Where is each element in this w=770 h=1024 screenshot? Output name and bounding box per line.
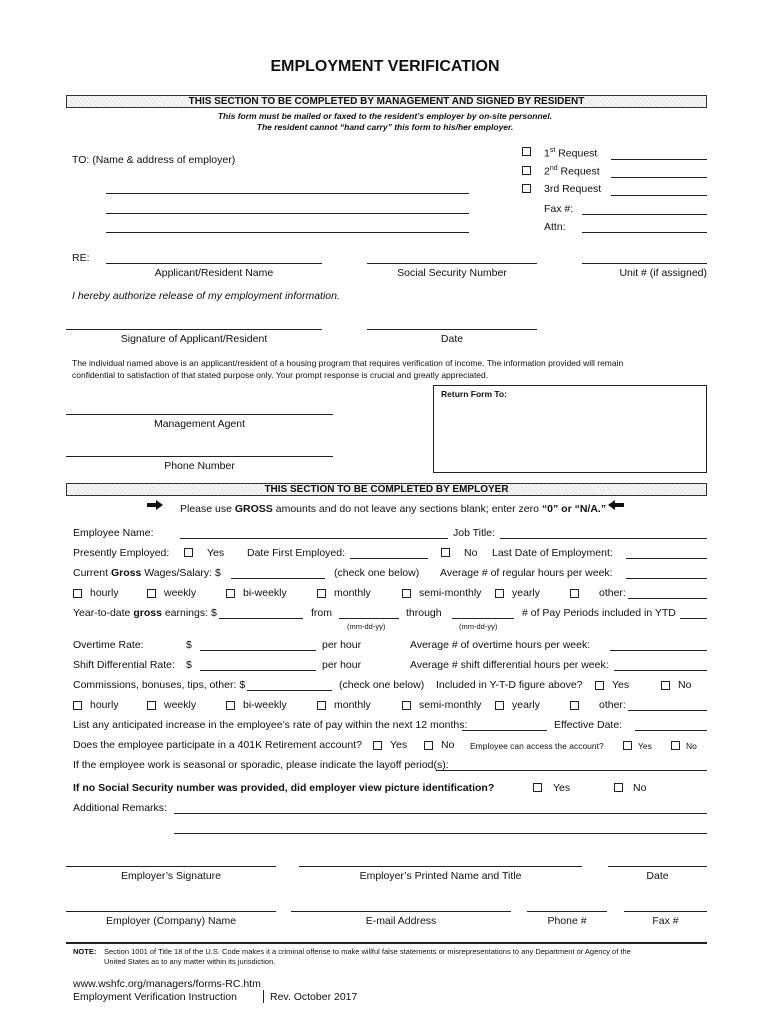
ytd-from-field[interactable] <box>339 618 399 619</box>
employer-fax-label: Fax # <box>652 915 679 927</box>
ssn-label: Social Security Number <box>397 267 507 279</box>
can-access-yes-checkbox[interactable] <box>623 741 632 750</box>
footer-revision: Rev. October 2017 <box>270 991 358 1003</box>
applicant-signature-label: Signature of Applicant/Resident <box>120 333 268 345</box>
pay-periods-label: # of Pay Periods included in YTD <box>522 607 676 619</box>
management-agent-label: Management Agent <box>153 418 246 430</box>
commissions-check-one-label: (check one below) <box>339 679 425 691</box>
employer-printed-name-label: Employer’s Printed Name and Title <box>359 870 522 882</box>
effective-date-field[interactable] <box>635 730 707 731</box>
from-date-format: (mm-dd-yy) <box>347 622 386 631</box>
phone-number-field[interactable] <box>66 456 333 457</box>
third-request-checkbox[interactable] <box>522 184 531 193</box>
employer-phone-field[interactable] <box>527 911 607 912</box>
applicant-name-label: Applicant/Resident Name <box>154 267 274 279</box>
picture-id-label: If no Social Security number was provided, did employer view picture identification? <box>73 782 495 794</box>
confidential-text-1: The individual named above is an applicant/resident of a housing program that requires verification of income. The information provided will remain <box>72 358 624 368</box>
applicant-signature-field[interactable] <box>66 329 322 330</box>
avg-overtime-hours-label: Average # of overtime hours per week: <box>410 639 591 651</box>
commission-yearly-label: yearly <box>512 699 541 711</box>
pay-periods-field[interactable] <box>680 618 707 619</box>
seasonal-label: If the employee work is seasonal or sporadic, please indicate the layoff period(s): <box>73 759 449 771</box>
fax-label: Fax #: <box>544 203 574 215</box>
page-title: EMPLOYMENT VERIFICATION <box>270 58 500 75</box>
commission-other-label: other: <box>599 699 626 711</box>
employer-sign-date-label: Date <box>646 870 669 882</box>
unit-label: Unit # (if assigned) <box>619 267 707 279</box>
arrow-left-icon <box>608 500 624 510</box>
retirement-yes-checkbox[interactable] <box>373 741 382 750</box>
wages-other-field[interactable] <box>628 598 707 599</box>
wages-biweekly-checkbox[interactable] <box>226 589 235 598</box>
commission-semimonthly-label: semi-monthly <box>419 699 482 711</box>
job-title-field[interactable] <box>500 538 707 539</box>
commission-yearly-checkbox[interactable] <box>495 701 504 710</box>
retirement-label: Does the employee participate in a 401K Retirement account? <box>73 739 362 751</box>
applicant-name-field[interactable] <box>106 263 322 264</box>
avg-shift-hours-label: Average # shift differential hours per week: <box>410 659 609 671</box>
wages-hourly-label: hourly <box>90 587 119 599</box>
applicant-date-field[interactable] <box>367 329 537 330</box>
footer-url[interactable]: www.wshfc.org/managers/forms-RC.htm <box>73 978 261 990</box>
overtime-dollar-sign: $ <box>186 639 192 651</box>
second-request-date-line[interactable] <box>611 177 707 178</box>
wages-yearly-label: yearly <box>512 587 541 599</box>
retirement-no-checkbox[interactable] <box>424 741 433 750</box>
fax-field[interactable] <box>582 214 707 215</box>
current-gross-wages-field[interactable] <box>231 578 325 579</box>
third-request-label: 3rd Request <box>544 183 602 195</box>
wages-biweekly-label: bi-weekly <box>243 587 287 599</box>
wages-other-label: other: <box>599 587 626 599</box>
last-date-employment-label: Last Date of Employment: <box>492 547 613 559</box>
wages-monthly-label: monthly <box>334 587 371 599</box>
additional-remarks-line-2[interactable] <box>174 833 707 834</box>
presently-employed-no-checkbox[interactable] <box>441 548 450 557</box>
management-agent-field[interactable] <box>66 414 333 415</box>
confidential-text-2: confidential to satisfaction of that stated purpose only. Your prompt response is crucial and greatly appreciated. <box>72 370 489 380</box>
email-address-field[interactable] <box>291 911 511 912</box>
unit-field[interactable] <box>582 263 707 264</box>
wages-other-checkbox[interactable] <box>570 589 579 598</box>
note-divider <box>66 942 707 944</box>
commission-hourly-label: hourly <box>90 699 119 711</box>
notice-mail-fax: This form must be mailed or faxed to the resident’s employer by on-site personnel. <box>217 111 553 121</box>
date-first-employed-label: Date First Employed: <box>247 547 346 559</box>
commission-monthly-label: monthly <box>334 699 371 711</box>
overtime-rate-label: Overtime Rate: <box>73 639 144 651</box>
re-label: RE: <box>72 252 90 264</box>
wages-monthly-checkbox[interactable] <box>317 589 326 598</box>
employer-phone-label: Phone # <box>547 915 587 927</box>
avg-regular-hours-field[interactable] <box>626 578 707 579</box>
avg-regular-hours-label: Average # of regular hours per week: <box>440 567 613 579</box>
retirement-yes-label: Yes <box>390 739 408 751</box>
can-access-no-label: No <box>686 741 697 751</box>
overtime-per-hour-label: per hour <box>322 639 362 651</box>
ytd-through-field[interactable] <box>452 618 514 619</box>
employer-address-line-3[interactable] <box>106 232 469 233</box>
picture-id-no-checkbox[interactable] <box>614 783 623 792</box>
commission-other-field[interactable] <box>628 710 707 711</box>
included-ytd-yes-label: Yes <box>612 679 630 691</box>
first-request-date-line[interactable] <box>611 159 707 160</box>
can-access-no-checkbox[interactable] <box>671 741 680 750</box>
presently-employed-yes-label: Yes <box>207 547 225 559</box>
anticipated-increase-field[interactable] <box>462 730 547 731</box>
employer-printed-name-field[interactable] <box>299 866 582 867</box>
note-text-2: United States as to any matter within its jurisdiction. <box>104 957 276 966</box>
additional-remarks-label: Additional Remarks: <box>73 802 167 814</box>
presently-employed-label: Presently Employed: <box>73 547 170 559</box>
commission-other-checkbox[interactable] <box>570 701 579 710</box>
wages-weekly-label: weekly <box>164 587 197 599</box>
note-label: NOTE: <box>73 947 97 956</box>
check-one-label: (check one below) <box>334 567 420 579</box>
second-request-label: 2nd Request <box>544 165 600 178</box>
arrow-right-icon <box>147 500 163 510</box>
employer-address-line-1[interactable] <box>106 193 469 194</box>
effective-date-label: Effective Date: <box>554 719 623 731</box>
second-request-checkbox[interactable] <box>522 166 531 175</box>
return-form-label: Return Form To: <box>441 389 507 399</box>
attn-label: Attn: <box>544 221 566 233</box>
job-title-label: Job Title: <box>453 527 496 539</box>
date-first-employed-field[interactable] <box>350 558 428 559</box>
wages-yearly-checkbox[interactable] <box>495 589 504 598</box>
can-access-account-label: Employee can access the account? <box>470 741 604 751</box>
shift-differential-rate-label: Shift Differential Rate: <box>73 659 175 671</box>
picture-id-yes-checkbox[interactable] <box>533 783 542 792</box>
commission-weekly-checkbox[interactable] <box>147 701 156 710</box>
footer-instruction: Employment Verification Instruction <box>73 991 237 1003</box>
company-name-field[interactable] <box>66 911 276 912</box>
retirement-no-label: No <box>441 739 455 751</box>
note-text-1: Section 1001 of Title 18 of the U.S. Code makes it a criminal offense to make willful false statements or misrepresentations to any Department or Agency of the <box>104 947 631 956</box>
ytd-from-label: from <box>311 607 332 619</box>
current-gross-wages-label: Current Gross Wages/Salary: $ <box>73 567 221 579</box>
through-date-format: (mm-dd-yy) <box>459 622 498 631</box>
employer-signature-field[interactable] <box>66 866 276 867</box>
commission-biweekly-label: bi-weekly <box>243 699 287 711</box>
management-section-header: THIS SECTION TO BE COMPLETED BY MANAGEMENT AND SIGNED BY RESIDENT <box>66 95 707 108</box>
gross-instruction: Please use GROSS amounts and do not leave any sections blank; enter zero “0” or “N/A.” <box>180 503 607 515</box>
included-ytd-no-label: No <box>678 679 692 691</box>
first-request-label: 1st Request <box>544 147 598 160</box>
included-ytd-yes-checkbox[interactable] <box>595 681 604 690</box>
wages-semimonthly-checkbox[interactable] <box>402 589 411 598</box>
commission-hourly-checkbox[interactable] <box>73 701 82 710</box>
wages-weekly-checkbox[interactable] <box>147 589 156 598</box>
authorize-text: I hereby authorize release of my employment information. <box>72 290 340 302</box>
attn-field[interactable] <box>582 232 707 233</box>
email-address-label: E-mail Address <box>365 915 437 927</box>
commissions-field[interactable] <box>247 690 332 691</box>
commission-weekly-label: weekly <box>164 699 197 711</box>
first-request-checkbox[interactable] <box>522 147 531 156</box>
presently-employed-yes-checkbox[interactable] <box>184 548 193 557</box>
ytd-earnings-field[interactable] <box>219 618 303 619</box>
third-request-date-line[interactable] <box>611 195 707 196</box>
employer-address-line-2[interactable] <box>106 213 469 214</box>
shift-per-hour-label: per hour <box>322 659 362 671</box>
presently-employed-no-label: No <box>464 547 478 559</box>
company-name-label: Employer (Company) Name <box>105 915 237 927</box>
wages-semimonthly-label: semi-monthly <box>419 587 482 599</box>
wages-hourly-checkbox[interactable] <box>73 589 82 598</box>
employee-name-field[interactable] <box>180 538 448 539</box>
employer-fax-field[interactable] <box>624 911 707 912</box>
to-employer-label: TO: (Name & address of employer) <box>72 154 236 166</box>
employer-signature-label: Employer’s Signature <box>121 870 221 882</box>
employee-name-label: Employee Name: <box>73 527 154 539</box>
commission-biweekly-checkbox[interactable] <box>226 701 235 710</box>
picture-id-no-label: No <box>633 782 647 794</box>
additional-remarks-line-1[interactable] <box>174 813 707 814</box>
ytd-through-label: through <box>406 607 442 619</box>
included-ytd-no-checkbox[interactable] <box>661 681 670 690</box>
employer-section-header: THIS SECTION TO BE COMPLETED BY EMPLOYER <box>66 483 707 496</box>
seasonal-field[interactable] <box>436 770 707 771</box>
can-access-yes-label: Yes <box>638 741 652 751</box>
notice-hand-carry: The resident cannot “hand carry” this form to his/her employer. <box>256 122 514 132</box>
avg-overtime-hours-field[interactable] <box>610 650 707 651</box>
shift-dollar-sign: $ <box>186 659 192 671</box>
last-date-employment-field[interactable] <box>626 558 707 559</box>
overtime-rate-field[interactable] <box>200 650 316 651</box>
phone-number-label: Phone Number <box>164 460 235 472</box>
ssn-field[interactable] <box>367 263 537 264</box>
employer-sign-date-field[interactable] <box>608 866 707 867</box>
ytd-earnings-label: Year-to-date gross earnings: $ <box>73 607 217 619</box>
footer-divider <box>263 990 264 1003</box>
commission-semimonthly-checkbox[interactable] <box>402 701 411 710</box>
picture-id-yes-label: Yes <box>553 782 571 794</box>
shift-differential-rate-field[interactable] <box>200 670 316 671</box>
included-ytd-label: Included in Y-T-D figure above? <box>436 679 583 691</box>
anticipated-increase-label: List any anticipated increase in the employee’s rate of pay within the next 12 months: <box>73 719 468 731</box>
applicant-date-label: Date <box>440 333 464 345</box>
avg-shift-hours-field[interactable] <box>614 670 707 671</box>
commissions-label: Commissions, bonuses, tips, other: $ <box>73 679 246 691</box>
commission-monthly-checkbox[interactable] <box>317 701 326 710</box>
